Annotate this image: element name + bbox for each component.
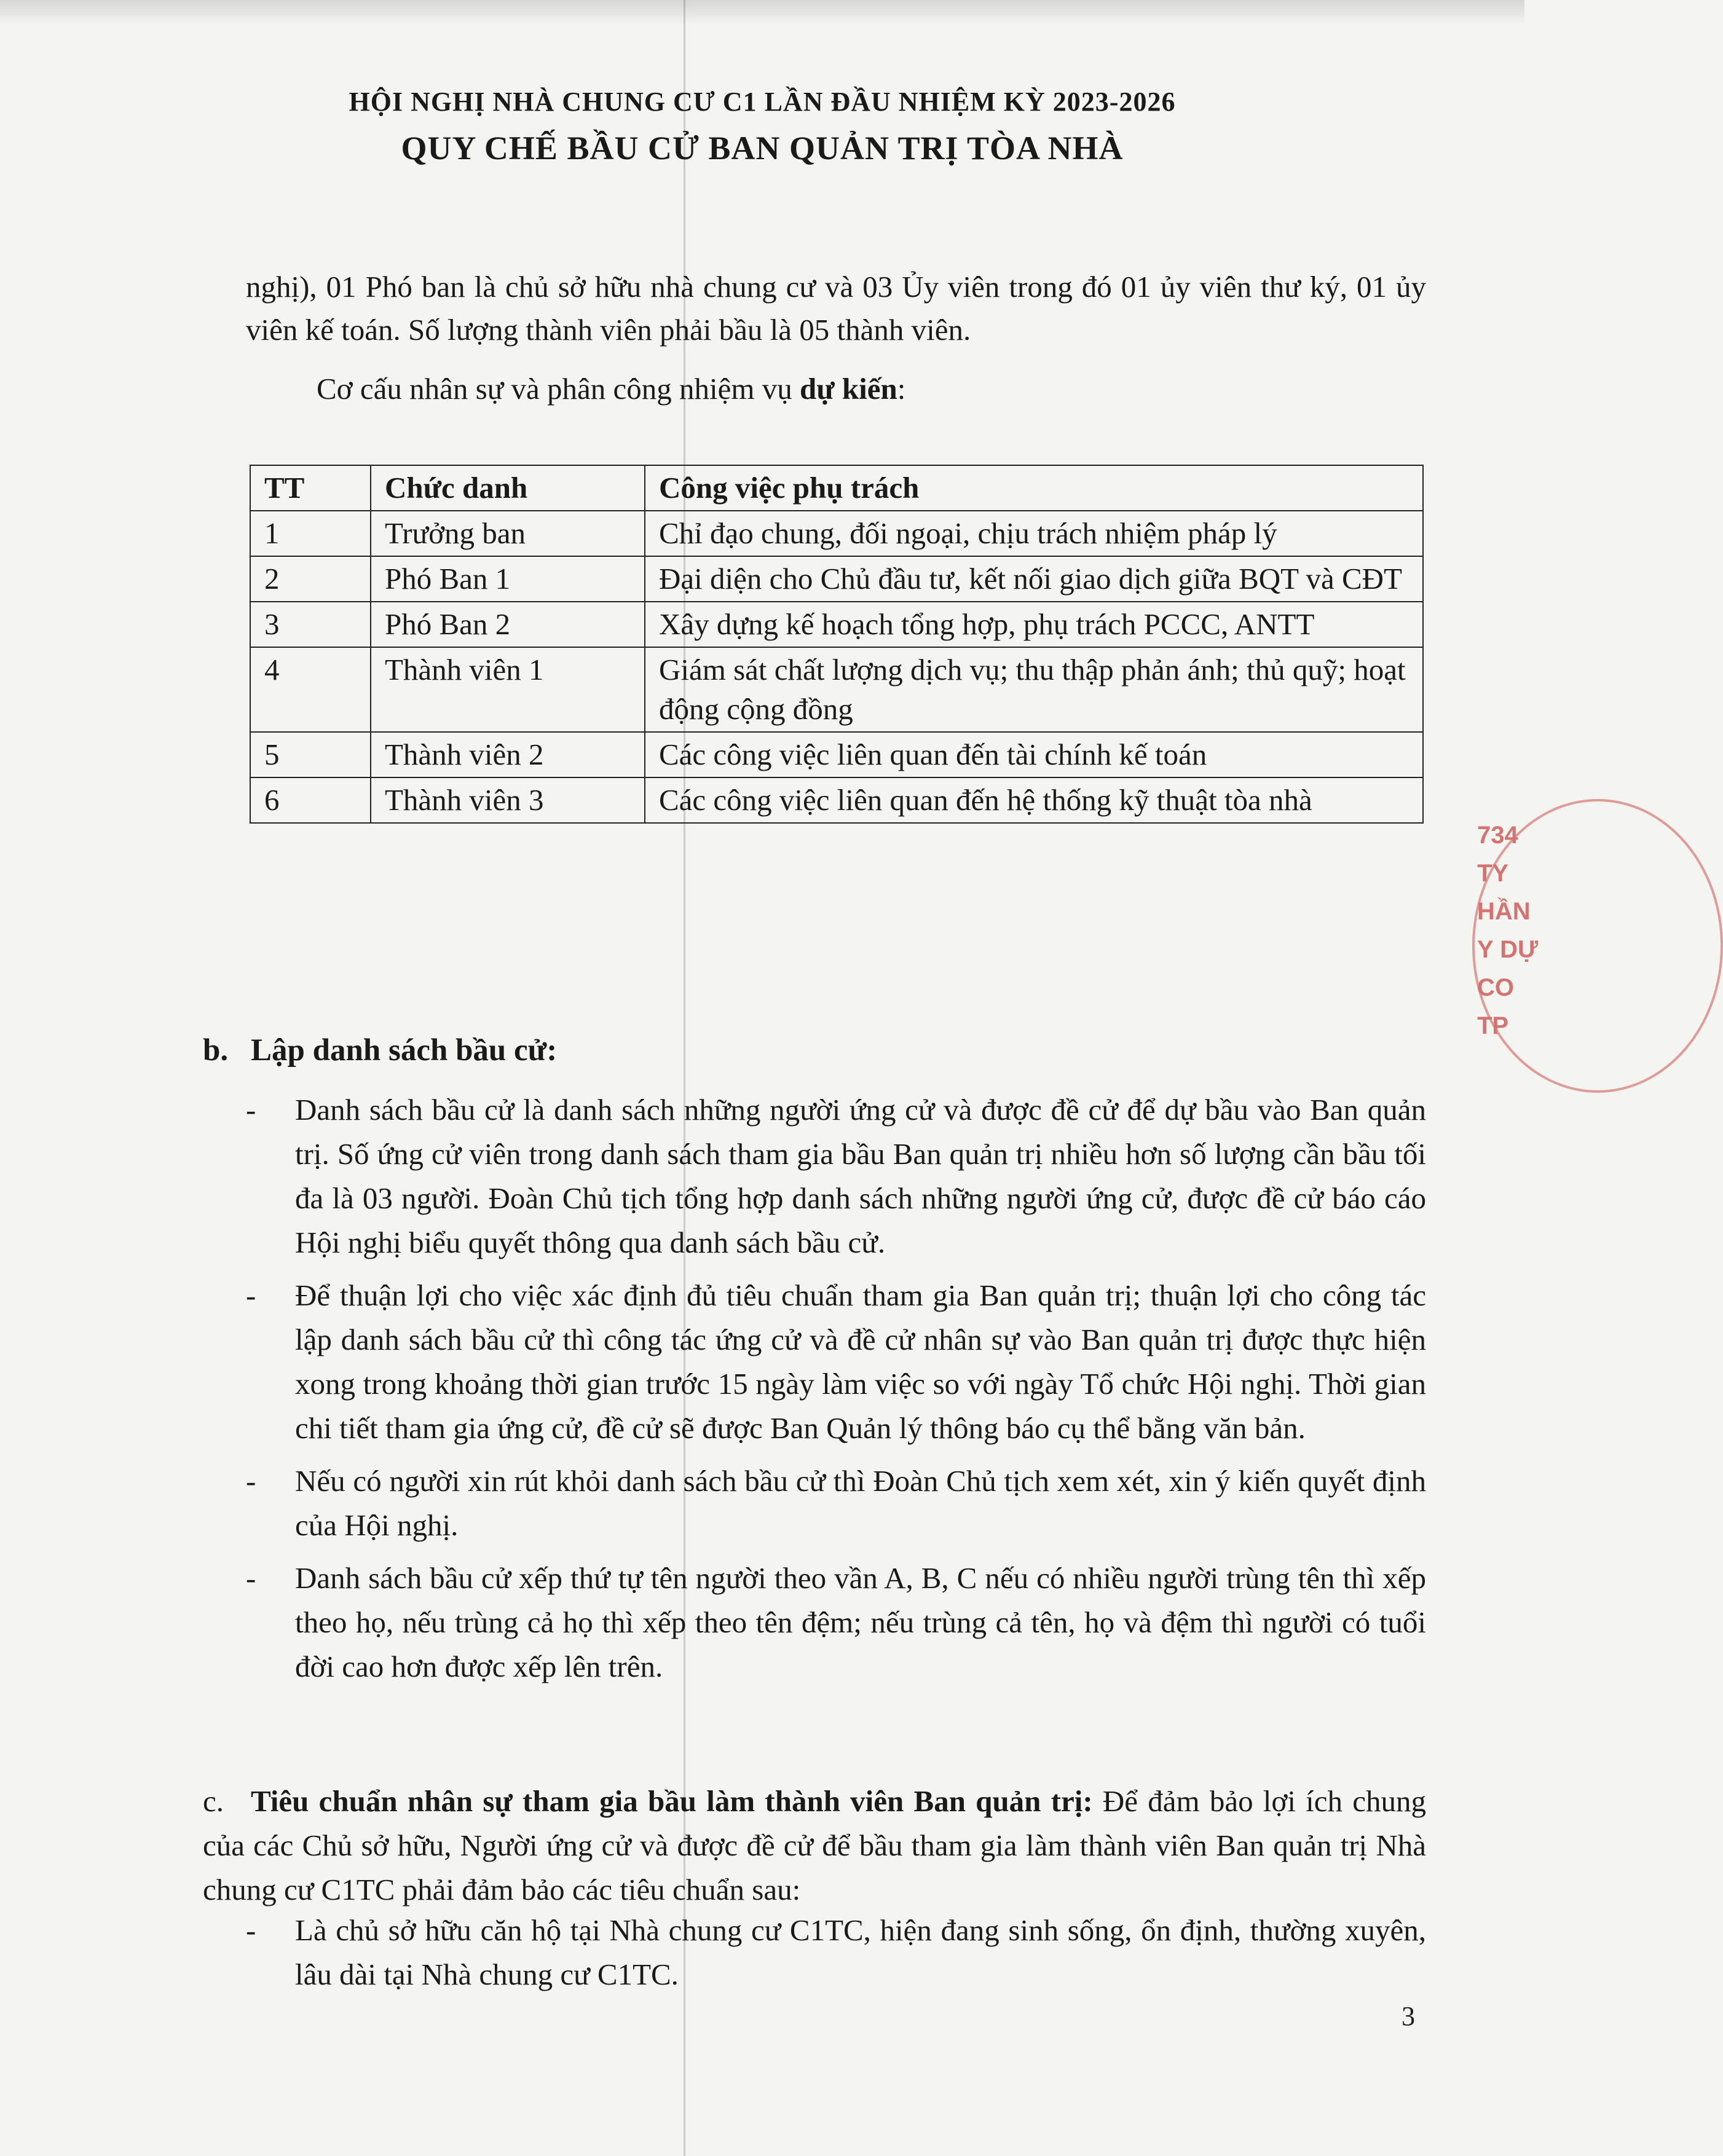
roles-table xyxy=(250,465,1424,824)
list-item xyxy=(246,1273,1426,1450)
bullet-dash: - xyxy=(246,1913,256,1947)
stamp-line: TY xyxy=(1477,860,1509,887)
table-row xyxy=(250,602,1423,647)
stamp-line: HẦN xyxy=(1477,898,1531,925)
bullet-dash: - xyxy=(246,1464,256,1498)
cell-tt: 6 xyxy=(250,777,371,823)
cell-tt: 5 xyxy=(250,732,371,777)
structure-intro xyxy=(317,368,1423,411)
section-b-heading xyxy=(203,1033,557,1068)
list-item-text: Là chủ sở hữu căn hộ tại Nhà chung cư C1TC, hiện đang sinh sống, ổn định, thường xuyên, lâu dài tại Nhà chung cư C1TC. xyxy=(295,1913,1426,1991)
section-c-text: Để đảm bảo lợi ích chung của các Chủ sở hữu, Người ứng cử và được đề cử để bầu tham gia làm thành viên Ban quản trị Nhà chung cư C1TC phải đảm bảo các tiêu chuẩn sau: xyxy=(203,1784,1427,1906)
red-seal-stamp xyxy=(1472,799,1539,1088)
bullet-dash: - xyxy=(246,1561,256,1595)
section-c-label: c. xyxy=(203,1784,224,1818)
header-role: Chức danh xyxy=(371,465,645,511)
stamp-text xyxy=(1477,816,1538,1045)
conference-title: HỘI NGHỊ NHÀ CHUNG CƯ C1 LẦN ĐẦU NHIỆM KỲ 2023-2026 xyxy=(349,87,1176,117)
cell-duty: Xây dựng kế hoạch tổng hợp, phụ trách PCCC, ANTT xyxy=(645,602,1423,647)
cell-role: Thành viên 3 xyxy=(371,777,645,823)
section-c-title: Tiêu chuẩn nhân sự tham gia bầu làm thành viên Ban quản trị: xyxy=(251,1784,1093,1818)
header-tt: TT xyxy=(250,465,371,511)
cell-role: Phó Ban 1 xyxy=(371,556,645,602)
intro-text: Cơ cấu nhân sự và phân công nhiệm vụ xyxy=(317,372,800,406)
cell-duty: Đại diện cho Chủ đầu tư, kết nối giao dịch giữa BQT và CĐT xyxy=(645,556,1423,602)
cell-tt: 1 xyxy=(250,511,371,556)
document-title: QUY CHẾ BẦU CỬ BAN QUẢN TRỊ TÒA NHÀ xyxy=(401,130,1124,167)
intro-suffix: : xyxy=(897,372,906,406)
table-row xyxy=(250,777,1423,823)
section-b-label: b. xyxy=(203,1033,229,1068)
header-duty: Công việc phụ trách xyxy=(645,465,1423,511)
cell-role: Thành viên 2 xyxy=(371,732,645,777)
stamp-line: CO xyxy=(1477,974,1514,1001)
section-c-list xyxy=(246,1908,1426,2005)
stamp-line: TP xyxy=(1477,1012,1509,1039)
table-row xyxy=(250,732,1423,777)
section-c-paragraph xyxy=(203,1779,1426,1912)
bullet-dash: - xyxy=(246,1093,256,1127)
list-item xyxy=(246,1908,1426,1997)
table-row xyxy=(250,556,1423,602)
bullet-dash: - xyxy=(246,1278,256,1312)
cell-tt: 2 xyxy=(250,556,371,602)
cell-role: Thành viên 1 xyxy=(371,647,645,732)
cell-duty: Các công việc liên quan đến hệ thống kỹ thuật tòa nhà xyxy=(645,777,1423,823)
cell-tt: 3 xyxy=(250,602,371,647)
scan-edge-shadow xyxy=(0,0,1524,25)
intro-bold: dự kiến xyxy=(799,372,897,406)
cell-duty: Chỉ đạo chung, đối ngoại, chịu trách nhiệm pháp lý xyxy=(645,511,1423,556)
continuation-paragraph: nghị), 01 Phó ban là chủ sở hữu nhà chung cư và 03 Ủy viên trong đó 01 ủy viên thư ký, 01 ủy viên kế toán. Số lượng thành viên phải bầu là 05 thành viên. xyxy=(246,270,1426,347)
table-row xyxy=(250,511,1423,556)
cell-tt: 4 xyxy=(250,647,371,732)
table-header-row xyxy=(250,465,1423,511)
section-b-list xyxy=(246,1088,1426,1698)
cell-duty: Giám sát chất lượng dịch vụ; thu thập phản ánh; thủ quỹ; hoạt động cộng đồng xyxy=(645,647,1423,732)
cell-duty: Các công việc liên quan đến tài chính kế toán xyxy=(645,732,1423,777)
list-item xyxy=(246,1556,1426,1689)
list-item-text: Danh sách bầu cử xếp thứ tự tên người theo vần A, B, C nếu có nhiều người trùng tên thì xếp theo họ, nếu trùng cả họ thì xếp theo tên đệm; nếu trùng cả tên, họ và đệm thì người có tuổi đời cao hơn được xếp lên trên. xyxy=(295,1561,1426,1683)
table-row xyxy=(250,647,1423,732)
cell-role: Trưởng ban xyxy=(371,511,645,556)
list-item-text: Danh sách bầu cử là danh sách những người ứng cử và được đề cử để dự bầu vào Ban quản trị. Số ứng cử viên trong danh sách tham gia bầu Ban quản trị nhiều hơn số lượng cần bầu tối đa là 03 người. Đoàn Chủ tịch tổng hợp danh sách những người ứng cử, được đề cử báo cáo Hội nghị biểu quyết thông qua danh sách bầu cử. xyxy=(295,1093,1426,1259)
stamp-line: 734 xyxy=(1477,822,1518,849)
section-b-title: Lập danh sách bầu cử: xyxy=(251,1033,558,1068)
page-number: 3 xyxy=(1402,2001,1415,2031)
stamp-line: Y DỰ xyxy=(1477,936,1539,963)
cell-role: Phó Ban 2 xyxy=(371,602,645,647)
list-item xyxy=(246,1088,1426,1265)
list-item xyxy=(246,1459,1426,1548)
list-item-text: Để thuận lợi cho việc xác định đủ tiêu chuẩn tham gia Ban quản trị; thuận lợi cho công tác lập danh sách bầu cử thì công tác ứng cử và đề cử nhân sự vào Ban quản trị được thực hiện xong trong khoảng thời gian trước 15 ngày làm việc so với ngày Tổ chức Hội nghị. Thời gian chi tiết tham gia ứng cử, đề cử sẽ được Ban Quản lý thông báo cụ thể bằng văn bản. xyxy=(295,1278,1426,1445)
list-item-text: Nếu có người xin rút khỏi danh sách bầu cử thì Đoàn Chủ tịch xem xét, xin ý kiến quyết định của Hội nghị. xyxy=(295,1464,1426,1542)
